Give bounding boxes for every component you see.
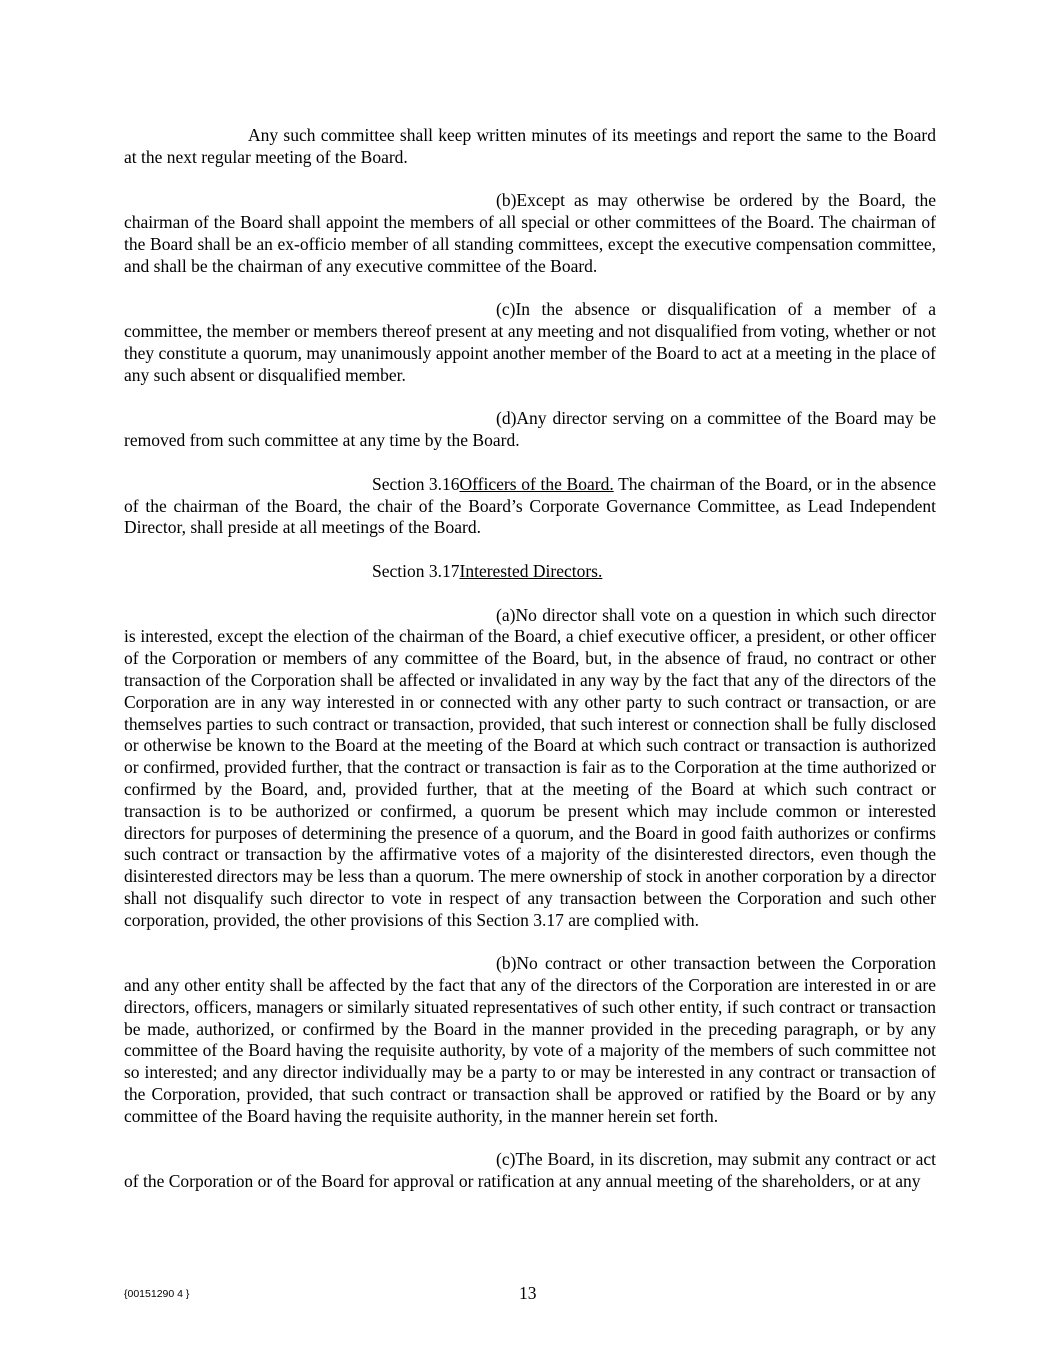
footer-document-id: {00151290 4 } — [124, 1288, 190, 1300]
section-heading: Interested Directors. — [459, 560, 603, 581]
subsection-label: (b) — [496, 953, 517, 974]
subsection-label: (a) — [496, 604, 516, 625]
paragraph-text: Except as may otherwise be ordered by the Board, the chairman of the Board shall appoint the members of all special or other committees of the Board. The chairman of the Board shall be an ex-officio member of all standing committees, except the executive compensation committee, and shall be the chairman of any executive committee of the Board. — [124, 190, 936, 276]
paragraph-text: No contract or other transaction between the Corporation and any other entity shall be affected by the fact that any of the directors of the Corporation are interested in or are directors, officers, managers or similarly situated representatives of such other entity, if such contract or transaction be made, authorized, or confirmed by the Board in the manner provided in the preceding paragraph, or by any committee of the Board having the requisite authority, by vote of a majority of the members of such committee not so interested; and any director individually may be a party to or may be interested in any contract or transaction of the Corporation, provided, that such contract or transaction shall be approved or ratified by the Board or by any committee of the Board having the requisite authority, in the manner herein set forth. — [124, 953, 936, 1126]
subsection-label: (c) — [496, 299, 516, 320]
section-number: Section 3.17 — [372, 560, 460, 581]
section-3-16 — [124, 474, 936, 539]
paragraph-3-17-c — [124, 1149, 936, 1193]
section-heading: Officers of the Board. — [459, 473, 614, 494]
section-number: Section 3.16 — [372, 473, 460, 494]
paragraph-text: The chairman of the Board, or in the absence of the chairman of the Board, the chair of the Board’s Corporate Governance Committee, as Lead Independent Director, shall preside at all meetings of the Board. — [124, 473, 936, 538]
paragraph-text: In the absence or disqualification of a member of a committee, the member or members thereof present at any meeting and not disqualified from voting, whether or not they constitute a quorum, may unanimously appoint another member of the Board to act at a meeting in the place of any such absent or disqualified member. — [124, 299, 936, 385]
paragraph-text: The Board, in its discretion, may submit any contract or act of the Corporation or of the Board for approval or ratification at any annual meeting of the shareholders, or at any — [124, 1149, 936, 1192]
paragraph-committee-minutes — [124, 125, 936, 169]
paragraph-3-17-b — [124, 953, 936, 1127]
subsection-label: (d) — [496, 408, 517, 429]
document-page — [124, 125, 936, 1215]
paragraph-3-17-a — [124, 605, 936, 932]
section-3-17 — [124, 561, 936, 583]
paragraph-text: Any such committee shall keep written minutes of its meetings and report the same to the Board at the next regular meeting of the Board. — [124, 125, 936, 167]
paragraph-3-15-c — [124, 299, 936, 386]
paragraph-3-15-d — [124, 408, 936, 452]
paragraph-3-15-b — [124, 190, 936, 277]
paragraph-text: No director shall vote on a question in which such director is interested, except the election of the chairman of the Board, a chief executive officer, a president, or other officer of the Corporation or members of any committee of the Board, but, in the absence of fraud, no contract or other transaction of the Corporation shall be affected or invalidated in any way by the fact that any of the directors of the Corporation are in any way interested in or connected with any other party to such contract or transaction, or are themselves parties to such contract or transaction, provided, that such interest or connection shall be fully disclosed or otherwise be known to the Board at the meeting of the Board at which such contract or transaction is authorized or confirmed, provided further, that the contract or transaction is fair as to the Corporation at the time authorized or confirmed by the Board, and, provided further, that at the meeting of the Board at which such contract or transaction is to be authorized or confirmed, a quorum be present which may include common or interested directors for purposes of determining the presence of a quorum, and the Board in good faith authorizes or confirms such contract or transaction by the affirmative votes of a majority of the disinterested directors, even though the disinterested directors may be less than a quorum. The mere ownership of stock in another corporation by a director shall not disqualify such director to vote in respect of any transaction between the Corporation and such other corporation, provided, the other provisions of this Section 3.17 are complied with. — [124, 604, 936, 930]
paragraph-text: Any director serving on a committee of the Board may be removed from such committee at any time by the Board. — [124, 408, 936, 451]
subsection-label: (c) — [496, 1149, 516, 1170]
subsection-label: (b) — [496, 190, 517, 211]
page-number: 13 — [519, 1283, 537, 1303]
